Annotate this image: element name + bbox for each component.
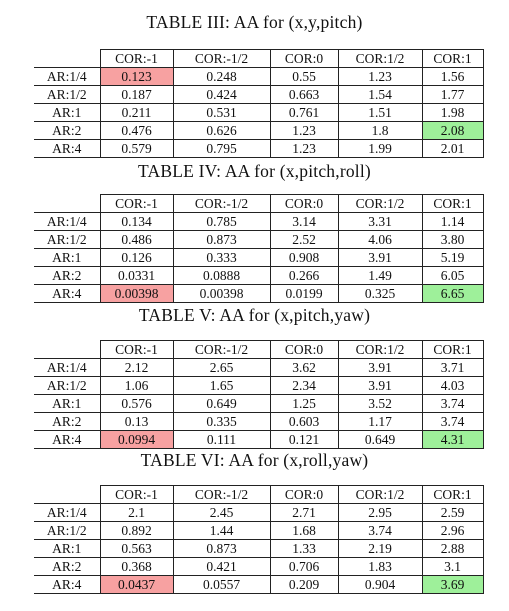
table-cell: 2.1	[100, 504, 173, 522]
column-header: COR:-1	[100, 50, 173, 68]
table-cell: 0.421	[173, 558, 270, 576]
table-cell: 0.0331	[100, 267, 173, 285]
table-cell: 0.368	[100, 558, 173, 576]
aa-table-iv	[34, 194, 484, 303]
row-header: AR:4	[34, 140, 100, 158]
column-header: COR:1	[422, 486, 483, 504]
table-cell: 2.19	[338, 540, 422, 558]
table-cell: 0.13	[100, 413, 173, 431]
table-cell: 0.663	[270, 86, 338, 104]
table-cell: 1.17	[338, 413, 422, 431]
row-header: AR:1/4	[34, 68, 100, 86]
table-cell: 2.45	[173, 504, 270, 522]
table-cell: 3.71	[422, 359, 483, 377]
table-cell: 3.1	[422, 558, 483, 576]
table-cell: 0.626	[173, 122, 270, 140]
table-cell: 0.649	[338, 431, 422, 449]
column-header: COR:-1/2	[173, 50, 270, 68]
table-cell: 0.424	[173, 86, 270, 104]
table-cell: 0.908	[270, 249, 338, 267]
table-cell: 1.83	[338, 558, 422, 576]
table-cell: 1.33	[270, 540, 338, 558]
table-cell-max: 3.69	[422, 576, 483, 594]
row-header: AR:1	[34, 540, 100, 558]
row-header: AR:4	[34, 431, 100, 449]
table-row	[34, 213, 483, 231]
table-cell: 6.05	[422, 267, 483, 285]
table-row	[34, 140, 483, 158]
corner-cell	[34, 341, 100, 359]
table-cell: 2.96	[422, 522, 483, 540]
table-cell: 0.873	[173, 540, 270, 558]
row-header: AR:1/4	[34, 213, 100, 231]
table-cell: 0.209	[270, 576, 338, 594]
table-cell: 0.476	[100, 122, 173, 140]
table-cell: 0.187	[100, 86, 173, 104]
table-cell: 1.23	[270, 140, 338, 158]
header-row	[34, 50, 483, 68]
corner-cell	[34, 195, 100, 213]
table-cell: 2.52	[270, 231, 338, 249]
table-row	[34, 267, 483, 285]
column-header: COR:1/2	[338, 486, 422, 504]
table-row	[34, 558, 483, 576]
table-cell: 1.65	[173, 377, 270, 395]
row-header: AR:2	[34, 413, 100, 431]
corner-cell	[34, 486, 100, 504]
table-cell-max: 2.08	[422, 122, 483, 140]
table-cell: 4.03	[422, 377, 483, 395]
column-header: COR:-1	[100, 195, 173, 213]
row-header: AR:1/4	[34, 359, 100, 377]
table-cell: 1.14	[422, 213, 483, 231]
row-header: AR:1/4	[34, 504, 100, 522]
table-caption: TABLE IV: AA for (x,pitch,roll)	[138, 161, 371, 181]
table-cell-min: 0.0437	[100, 576, 173, 594]
table-cell: 4.06	[338, 231, 422, 249]
row-header: AR:2	[34, 558, 100, 576]
header-row	[34, 195, 483, 213]
table-cell: 1.49	[338, 267, 422, 285]
table-row	[34, 395, 483, 413]
table-cell: 1.23	[338, 68, 422, 86]
table-cell: 3.80	[422, 231, 483, 249]
column-header: COR:-1/2	[173, 486, 270, 504]
table-cell: 0.761	[270, 104, 338, 122]
row-header: AR:1/2	[34, 377, 100, 395]
table-row	[34, 576, 483, 594]
table-cell: 1.23	[270, 122, 338, 140]
table-cell: 1.54	[338, 86, 422, 104]
table-cell-max: 6.65	[422, 285, 483, 303]
table-cell: 1.44	[173, 522, 270, 540]
table-row	[34, 522, 483, 540]
table-cell: 0.121	[270, 431, 338, 449]
column-header: COR:0	[270, 341, 338, 359]
table-cell: 0.706	[270, 558, 338, 576]
column-header: COR:-1/2	[173, 341, 270, 359]
table-cell: 1.77	[422, 86, 483, 104]
table-row	[34, 431, 483, 449]
table-cell: 3.74	[422, 395, 483, 413]
column-header: COR:1/2	[338, 341, 422, 359]
table-cell: 3.14	[270, 213, 338, 231]
table-caption: TABLE VI: AA for (x,roll,yaw)	[140, 450, 369, 470]
table-cell: 0.126	[100, 249, 173, 267]
row-header: AR:1/2	[34, 231, 100, 249]
row-header: AR:2	[34, 122, 100, 140]
table-cell: 0.0557	[173, 576, 270, 594]
table-cell-min: 0.0994	[100, 431, 173, 449]
aa-table-v	[34, 340, 484, 449]
row-header: AR:1	[34, 104, 100, 122]
table-row	[34, 540, 483, 558]
table-cell: 0.325	[338, 285, 422, 303]
table-row	[34, 359, 483, 377]
table-cell: 2.34	[270, 377, 338, 395]
table-cell: 3.52	[338, 395, 422, 413]
table-cell: 0.904	[338, 576, 422, 594]
table-cell: 1.25	[270, 395, 338, 413]
table-cell: 0.0199	[270, 285, 338, 303]
column-header: COR:1	[422, 195, 483, 213]
column-header: COR:-1/2	[173, 195, 270, 213]
table-cell: 0.211	[100, 104, 173, 122]
column-header: COR:0	[270, 195, 338, 213]
table-cell: 5.19	[422, 249, 483, 267]
table-cell-min: 0.123	[100, 68, 173, 86]
table-row	[34, 377, 483, 395]
header-row	[34, 341, 483, 359]
table-cell-min: 0.00398	[100, 285, 173, 303]
table-cell: 0.111	[173, 431, 270, 449]
table-cell: 3.62	[270, 359, 338, 377]
table-cell: 0.649	[173, 395, 270, 413]
table-cell: 0.248	[173, 68, 270, 86]
column-header: COR:1	[422, 50, 483, 68]
table-cell: 3.31	[338, 213, 422, 231]
table-cell: 1.51	[338, 104, 422, 122]
aa-table-iii	[34, 49, 484, 158]
table-row	[34, 413, 483, 431]
row-header: AR:1	[34, 249, 100, 267]
table-cell: 0.603	[270, 413, 338, 431]
table-row	[34, 231, 483, 249]
table-cell: 2.59	[422, 504, 483, 522]
table-cell: 0.55	[270, 68, 338, 86]
table-cell: 0.00398	[173, 285, 270, 303]
table-cell: 1.8	[338, 122, 422, 140]
row-header: AR:4	[34, 576, 100, 594]
table-cell: 0.0888	[173, 267, 270, 285]
table-caption: TABLE V: AA for (x,pitch,yaw)	[138, 305, 371, 325]
column-header: COR:1	[422, 341, 483, 359]
table-row	[34, 86, 483, 104]
aa-table-vi	[34, 485, 484, 594]
column-header: COR:0	[270, 50, 338, 68]
table-cell: 1.99	[338, 140, 422, 158]
table-row	[34, 504, 483, 522]
table-row	[34, 122, 483, 140]
table-cell: 0.873	[173, 231, 270, 249]
table-cell: 2.12	[100, 359, 173, 377]
row-header: AR:2	[34, 267, 100, 285]
table-cell: 2.01	[422, 140, 483, 158]
row-header: AR:1/2	[34, 522, 100, 540]
table-cell: 0.333	[173, 249, 270, 267]
table-cell: 0.266	[270, 267, 338, 285]
table-cell: 1.68	[270, 522, 338, 540]
table-cell: 1.98	[422, 104, 483, 122]
table-cell: 0.579	[100, 140, 173, 158]
table-row	[34, 249, 483, 267]
column-header: COR:0	[270, 486, 338, 504]
column-header: COR:1/2	[338, 195, 422, 213]
table-cell: 0.486	[100, 231, 173, 249]
table-cell: 0.335	[173, 413, 270, 431]
table-cell: 0.134	[100, 213, 173, 231]
table-row	[34, 68, 483, 86]
table-cell: 3.91	[338, 249, 422, 267]
column-header: COR:-1	[100, 341, 173, 359]
table-cell: 2.95	[338, 504, 422, 522]
table-cell: 0.563	[100, 540, 173, 558]
header-row	[34, 486, 483, 504]
table-cell: 2.88	[422, 540, 483, 558]
table-caption: TABLE III: AA for (x,y,pitch)	[146, 12, 363, 32]
table-cell: 1.06	[100, 377, 173, 395]
table-cell-max: 4.31	[422, 431, 483, 449]
table-cell: 3.74	[422, 413, 483, 431]
table-cell: 0.795	[173, 140, 270, 158]
table-cell: 2.65	[173, 359, 270, 377]
table-cell: 3.91	[338, 377, 422, 395]
column-header: COR:-1	[100, 486, 173, 504]
table-cell: 0.892	[100, 522, 173, 540]
column-header: COR:1/2	[338, 50, 422, 68]
table-cell: 0.785	[173, 213, 270, 231]
table-cell: 0.531	[173, 104, 270, 122]
table-row	[34, 104, 483, 122]
table-cell: 3.91	[338, 359, 422, 377]
table-cell: 0.576	[100, 395, 173, 413]
table-cell: 3.74	[338, 522, 422, 540]
row-header: AR:1	[34, 395, 100, 413]
table-cell: 2.71	[270, 504, 338, 522]
row-header: AR:1/2	[34, 86, 100, 104]
table-row	[34, 285, 483, 303]
row-header: AR:4	[34, 285, 100, 303]
table-cell: 1.56	[422, 68, 483, 86]
corner-cell	[34, 50, 100, 68]
